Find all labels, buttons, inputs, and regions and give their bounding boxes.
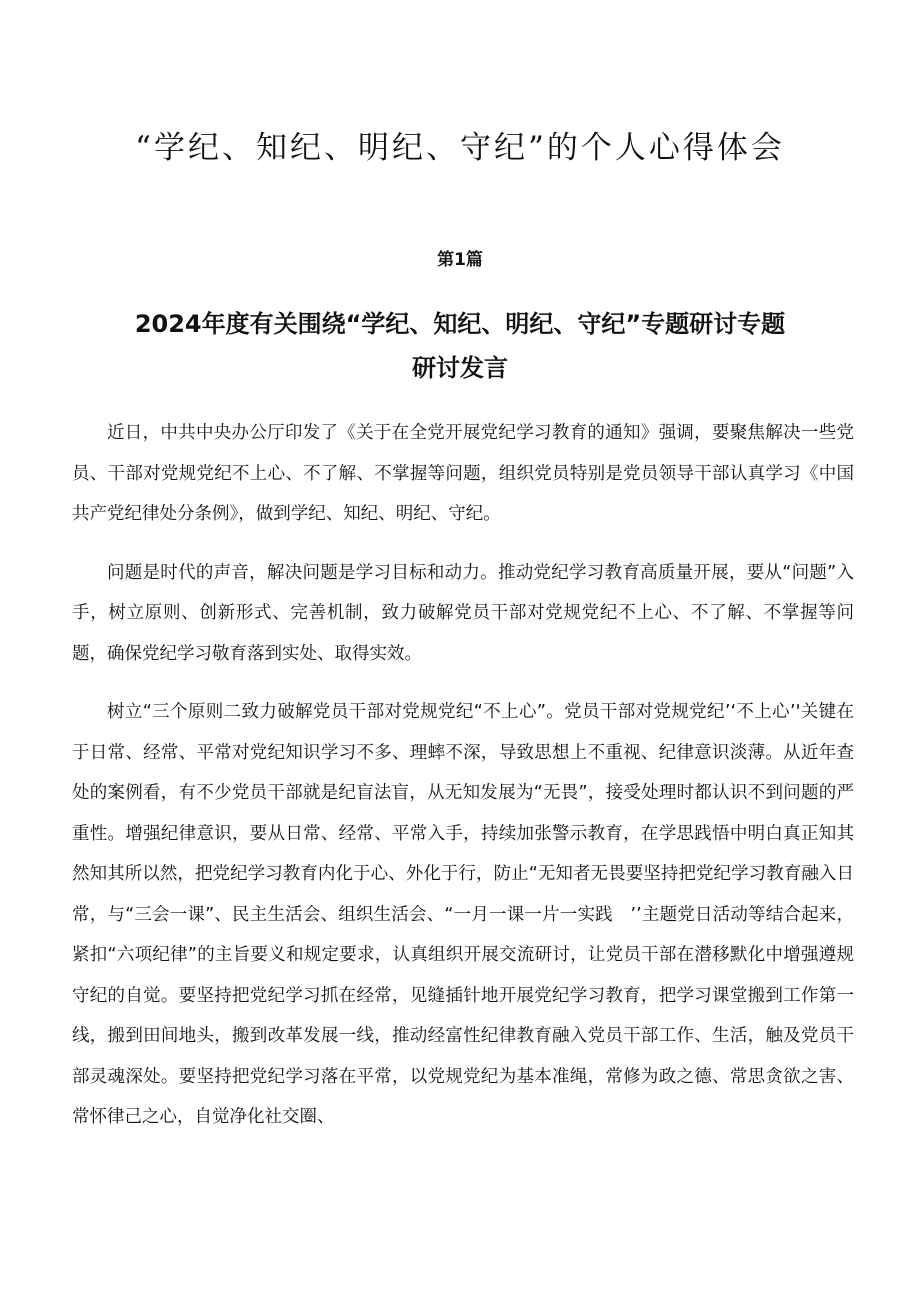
paragraph-2: 问题是时代的声音，解决问题是学习目标和动力。推动党纪学习教育高质量开展，要从“问题”入手，树立原则、创新形式、完善机制，致力破解党员干部对党规党纪不上心、不了解、不掌握等问题，确保党纪学习敬育落到实处、取得实效。 (72, 562, 854, 664)
document-main-title: “学纪、知纪、明纪、守纪”的个人心得体会 (135, 130, 785, 166)
paragraph-1: 近日，中共中央办公厅印发了《关于在全党开展党纪学习教育的通知》强调，要聚焦解决一些党员、干部对党规党纪不上心、不了解、不掌握等问题，组织党员特别是党员领导干部认真学习《中国共产党纪律处分条例》，做到学纪、知纪、明纪、守纪。 (72, 423, 854, 524)
paragraph-3: 树立“三个原则二致力破解党员干部对党规党纪“不上心”。党员干部对党规党纪’‘不上心’'关键在于日常、经常、平常对党纪知识学习不多、理蟀不深，导致思想上不重视、纪律意识淡薄。从近年查处的案例看，有不少党员干部就是纪盲法盲，从无知发展为“无畏”，接受处理时都认识不到问题的严重性。增强纪律意识，要从日常、经常、平常入手，持续加张警示教育，在学思践悟中明白真正知其然知其所以然，把党纪学习教育内化于心、外化于行，防止“无知者无畏要坚持把党纪学习教育融入日常，与“三会一课”、民主生活会、组织生活会、“一月一课一片一实践 ’’主题党日活动等结合起来，紧扣“六项纪律”的主旨要义和规定要求，认真组织开展交流研讨，让党员干部在潜移默化中增强遵规守纪的自觉。要坚持把党纪学习抓在经常，见缝插针地开展党纪学习教育，把学习课堂搬到工作第一线，搬到田间地头，搬到改革发展一线，推动经富性纪律教育融入党员干部工作、生活，触及党员干部灵魂深处。要坚持把党纪学习落在平常，以党规党纪为基本准绳，常修为政之德、常思贪欲之害、常怀律己之心，自觉净化社交圈、 (72, 702, 854, 1127)
document-body (72, 413, 854, 1156)
part-label: 第1篇 (437, 250, 483, 270)
speech-title: 2024年度有关围绕“学纪、知纪、明纪、守纪”专题研讨专题研讨发言 (134, 310, 786, 382)
